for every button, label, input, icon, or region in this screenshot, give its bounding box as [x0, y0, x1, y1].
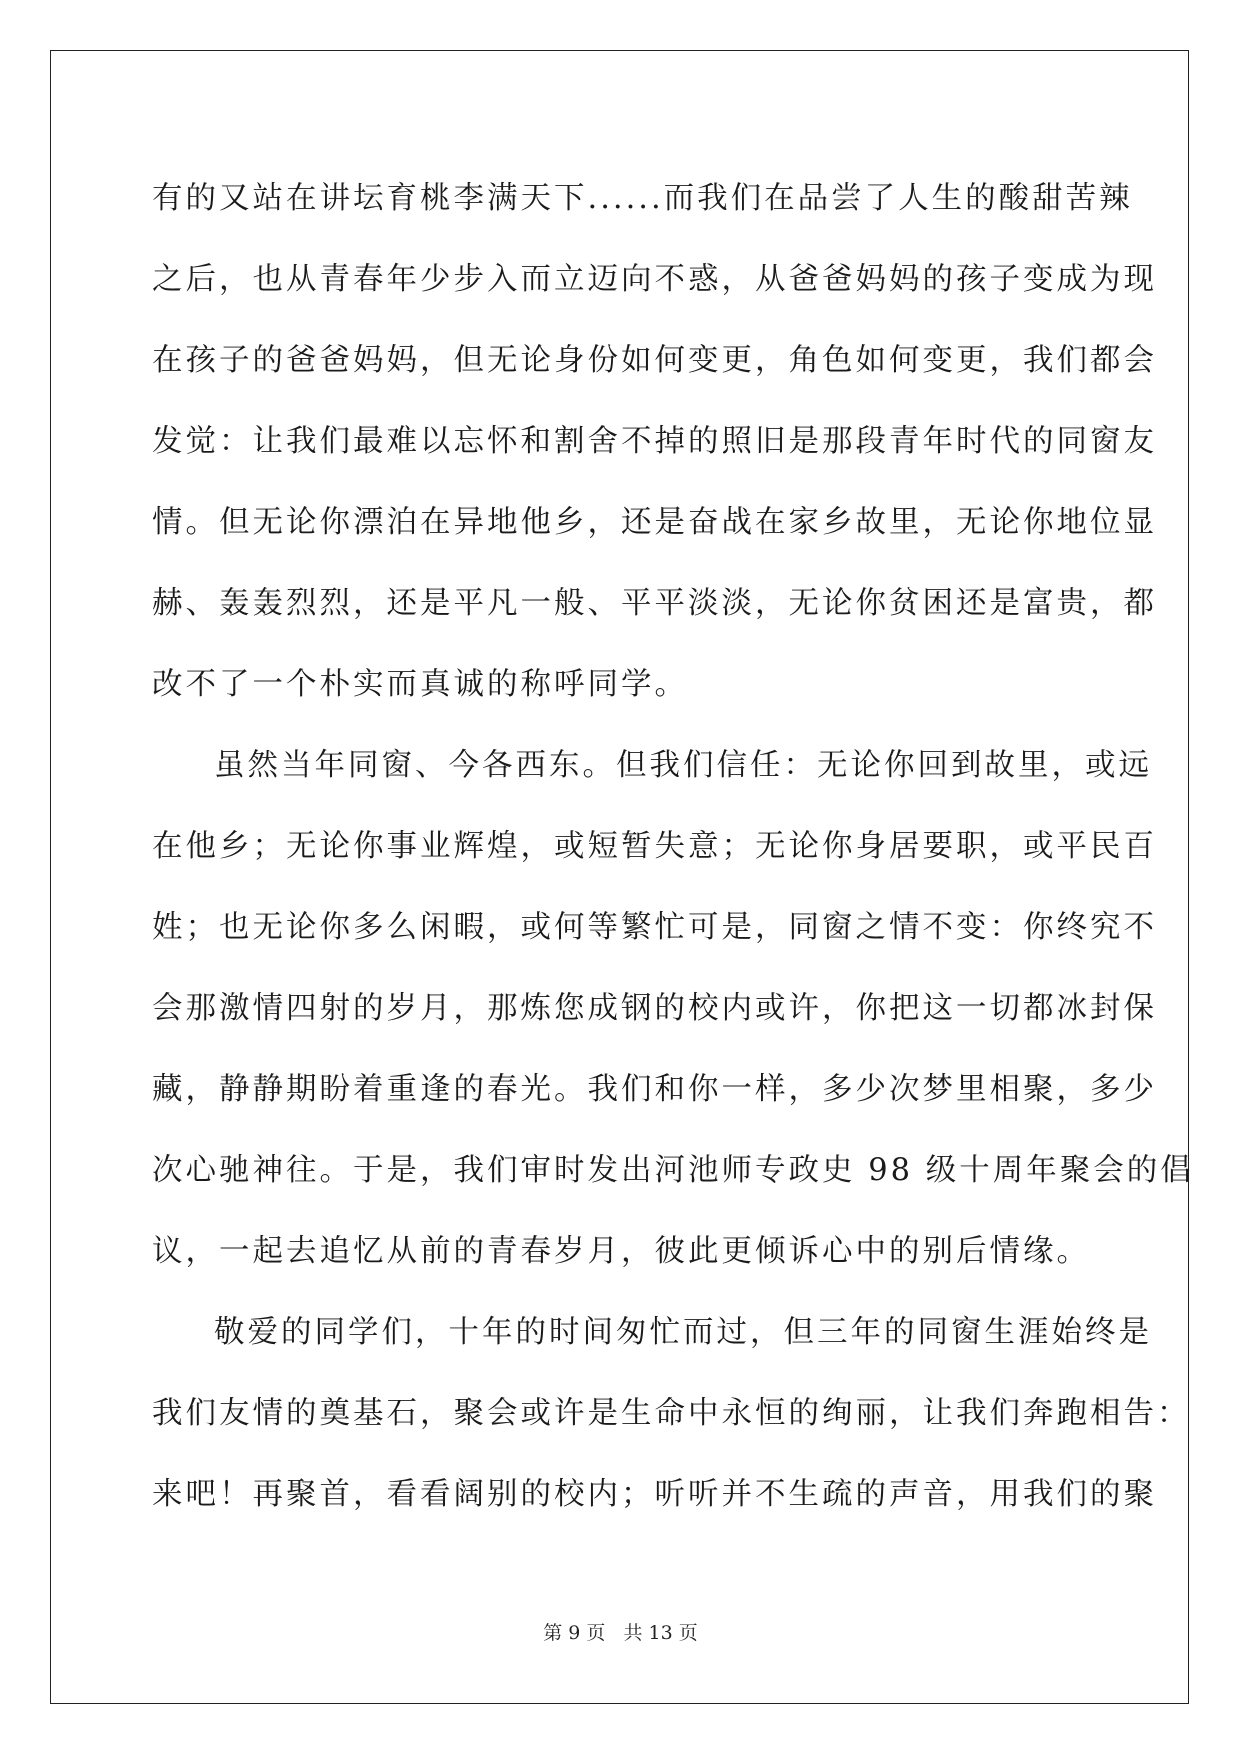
text-line: 会那激情四射的岁月，那炼您成钢的校内或许，你把这一切都冰封保: [152, 991, 1157, 1026]
text-line: 发觉：让我们最难以忘怀和割舍不掉的照旧是那段青年时代的同窗友: [152, 424, 1157, 459]
page-footer: [0, 1618, 1241, 1645]
total-page-count: 共 13 页: [623, 1622, 698, 1644]
text-line: 在他乡；无论你事业辉煌，或短暂失意；无论你身居要职，或平民百: [152, 829, 1157, 864]
text-line: 有的又站在讲坛育桃李满天下......而我们在品尝了人生的酸甜苦辣: [152, 181, 1133, 216]
text-line: 藏，静静期盼着重逢的春光。我们和你一样，多少次梦里相聚，多少: [152, 1072, 1157, 1107]
text-line: 我们友情的奠基石，聚会或许是生命中永恒的绚丽，让我们奔跑相告：: [152, 1396, 1191, 1431]
document-body: [152, 158, 1194, 1535]
text-line: 议，一起去追忆从前的青春岁月，彼此更倾诉心中的别后情缘。: [152, 1234, 1090, 1269]
current-page-number: 第 9 页: [543, 1622, 606, 1644]
text-line: 在孩子的爸爸妈妈，但无论身份如何变更，角色如何变更，我们都会: [152, 343, 1157, 378]
text-line: 之后，也从青春年少步入而立迈向不惑，从爸爸妈妈的孩子变成为现: [152, 262, 1157, 297]
text-line: 次心驰神往。于是，我们审时发出河池师专政史 98 级十周年聚会的倡: [152, 1153, 1194, 1188]
text-line: 情。但无论你漂泊在异地他乡，还是奋战在家乡故里，无论你地位显: [152, 505, 1157, 540]
text-line: 敬爱的同学们，十年的时间匆忙而过，但三年的同窗生涯始终是: [214, 1315, 1152, 1350]
text-line: 来吧！再聚首，看看阔别的校内；听听并不生疏的声音，用我们的聚: [152, 1477, 1157, 1512]
text-line: 姓；也无论你多么闲暇，或何等繁忙可是，同窗之情不变：你终究不: [152, 910, 1157, 945]
text-line: 赫、轰轰烈烈，还是平凡一般、平平淡淡，无论你贫困还是富贵，都: [152, 586, 1157, 621]
text-line: 改不了一个朴实而真诚的称呼同学。: [152, 667, 688, 702]
text-line: 虽然当年同窗、今各西东。但我们信任：无论你回到故里，或远: [214, 748, 1152, 783]
